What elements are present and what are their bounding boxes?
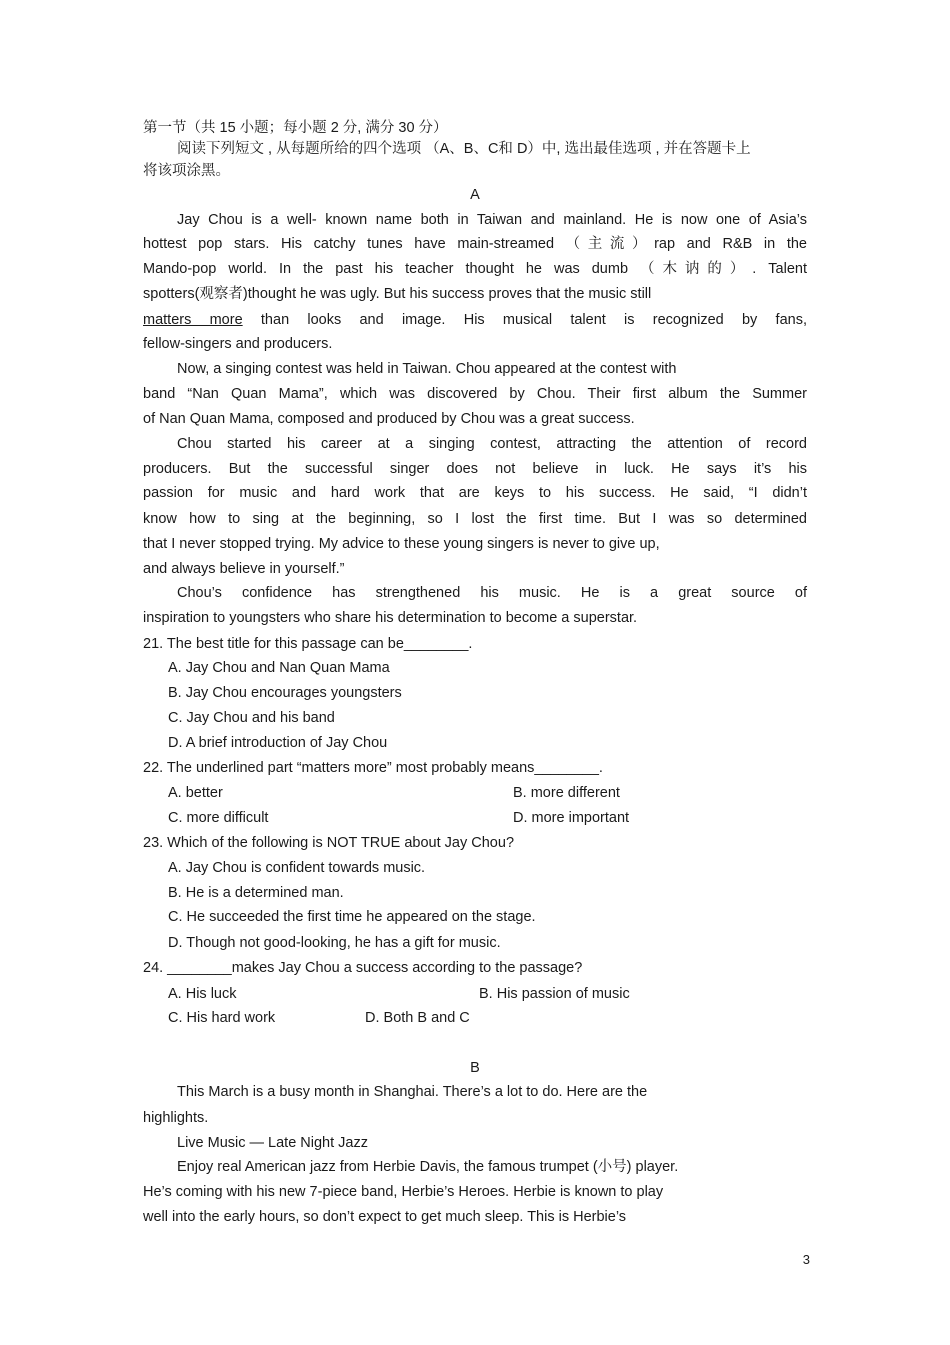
answer-option: C. Jay Chou and his band [168, 710, 335, 726]
answer-option: D. Both B and C [365, 1010, 470, 1026]
answer-option: C. He succeeded the first time he appeared on the stage. [168, 909, 536, 925]
passage-a-text-line: spotters(观察者)thought he was ugly. But his success proves that the music still [143, 286, 652, 302]
answer-option: B. He is a determined man. [168, 885, 344, 901]
passage-a-text-segment: than looks and image. His musical talent is recognized by fans, [260, 312, 807, 328]
question-stem: 24. ________makes Jay Chou a success according to the passage? [143, 960, 583, 976]
passage-a-text-line: and always believe in yourself.” [143, 561, 345, 577]
question-stem: 23. Which of the following is NOT TRUE about Jay Chou? [143, 835, 515, 851]
passage-a-text-line: inspiration to youngsters who share his determination to become a superstar. [143, 610, 638, 626]
passage-a-text-line: know how to sing at the beginning, so I lost the first time. But I was so determined [143, 511, 807, 527]
event-title: Live Music — Late Night Jazz [177, 1135, 368, 1151]
passage-a-text-line: Chou started his career at a singing contest, attracting the attention of record [177, 436, 807, 452]
passage-b-text-line: Enjoy real American jazz from Herbie Davis, the famous trumpet (小号) player. [177, 1159, 679, 1175]
passage-a-text-line: Mando-pop world. In the past his teacher thought he was dumb （木讷的）. Talent [143, 261, 807, 277]
answer-option: D. more important [513, 810, 630, 826]
instruction-line: 阅读下列短文 , 从每题所给的四个选项 （A、B、C和 D）中, 选出最佳选项 , 并在答题卡上 [177, 141, 751, 157]
answer-option: B. His passion of music [479, 986, 630, 1002]
answer-option: A. Jay Chou and Nan Quan Mama [168, 660, 390, 676]
passage-a-text-line: Now, a singing contest was held in Taiwan. Chou appeared at the contest with [177, 361, 677, 377]
passage-a-text-line [143, 310, 807, 330]
passage-b-label: B [470, 1060, 480, 1076]
passage-b-text-line: well into the early hours, so don’t expect to get much sleep. This is Herbie’s [143, 1209, 627, 1225]
passage-a-text-line: band “Nan Quan Mama”, which was discovered by Chou. Their first album the Summer [143, 386, 807, 402]
passage-a-text-line: Chou’s confidence has strengthened his music. He is a great source of [177, 585, 807, 601]
passage-b-text-line: highlights. [143, 1110, 209, 1126]
passage-a-text-line: producers. But the successful singer does not believe in luck. He says it’s his [143, 461, 807, 477]
answer-option: D. Though not good-looking, he has a gift for music. [168, 935, 501, 951]
passage-a-text-line: of Nan Quan Mama, composed and produced by Chou was a great success. [143, 411, 635, 427]
answer-option: A. better [168, 785, 223, 801]
section-heading: 第一节（共 15 小题；每小题 2 分, 满分 30 分） [143, 120, 448, 136]
passage-b-text-line: This March is a busy month in Shanghai. There’s a lot to do. Here are the [177, 1084, 648, 1100]
question-stem: 21. The best title for this passage can be________. [143, 636, 473, 652]
answer-option: C. more difficult [168, 810, 269, 826]
answer-option: D. A brief introduction of Jay Chou [168, 735, 388, 751]
passage-a-text-line: Jay Chou is a well- known name both in Taiwan and mainland. He is now one of Asia’s [177, 212, 807, 228]
passage-a-label: A [470, 187, 480, 203]
answer-option: A. His luck [168, 986, 237, 1002]
answer-option: B. more different [513, 785, 620, 801]
answer-option: C. His hard work [168, 1010, 276, 1026]
answer-option: A. Jay Chou is confident towards music. [168, 860, 426, 876]
underlined-phrase: matters more [143, 312, 243, 328]
instruction-line: 将该项涂黑。 [143, 163, 230, 179]
answer-option: B. Jay Chou encourages youngsters [168, 685, 402, 701]
question-stem: 22. The underlined part “matters more” most probably means________. [143, 760, 603, 776]
page-number: 3 [802, 1252, 810, 1267]
passage-a-text-line: hottest pop stars. His catchy tunes have main-streamed （主流）rap and R&B in the [143, 236, 807, 252]
passage-b-text-line: He’s coming with his new 7-piece band, Herbie’s Heroes. Herbie is known to play [143, 1184, 664, 1200]
passage-a-text-line: passion for music and hard work that are keys to his success. He said, “I didn’t [143, 485, 807, 501]
passage-a-text-line: fellow-singers and producers. [143, 336, 333, 352]
passage-a-text-line: that I never stopped trying. My advice to these young singers is never to give up, [143, 536, 660, 552]
